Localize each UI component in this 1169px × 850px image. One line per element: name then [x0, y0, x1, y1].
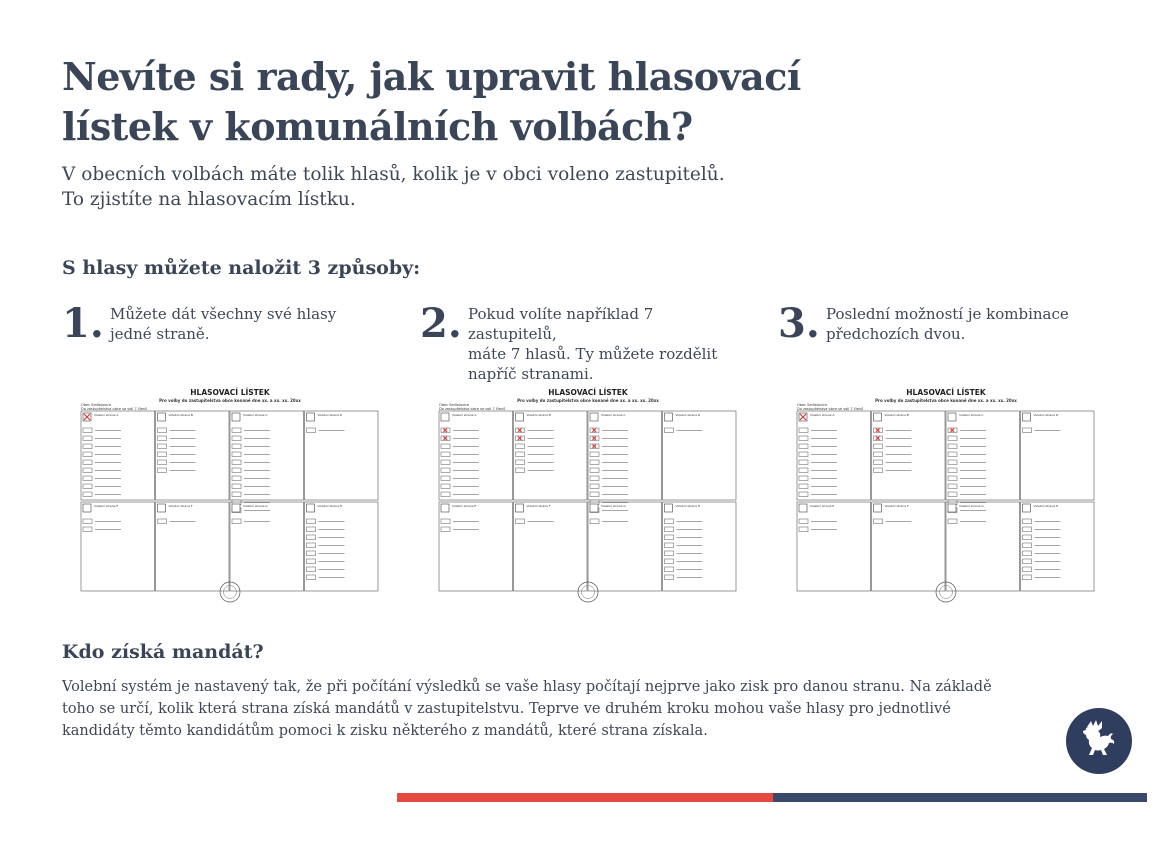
mandate-line-2: toho se určí, kolik která strana získá mandátů v zastupitelstvu. Teprve ve druhém kroku mohou vaše hlasy pro jednotlivé — [62, 701, 951, 717]
party-label: Volební strana E — [452, 504, 477, 508]
candidate-checkbox — [1023, 428, 1032, 433]
party-label: Volební strana G — [243, 504, 268, 508]
candidate-checkbox — [948, 484, 957, 489]
party-cell — [797, 502, 871, 591]
party-cell — [439, 502, 513, 591]
candidate-checkbox — [441, 492, 450, 497]
party-label: Volební strana B — [884, 413, 909, 417]
candidate-checkbox — [83, 428, 92, 433]
candidate-checkbox — [874, 519, 883, 524]
ballot-title: HLASOVACÍ LÍSTEK — [190, 388, 270, 397]
ballot-subtitle: Pro volby do zastupitelstva obce konané dne xx. a xx. xx. 20xx — [159, 398, 301, 403]
ballot-grid — [79, 384, 381, 606]
party-checkbox — [590, 504, 598, 512]
party-checkbox — [158, 504, 166, 512]
candidate-checkbox — [232, 492, 241, 497]
accent-bar-red — [397, 793, 773, 802]
candidate-checkbox — [948, 444, 957, 449]
party-cell — [305, 411, 379, 500]
party-label: Volební strana D — [675, 413, 701, 417]
candidate-checkbox — [665, 551, 674, 556]
party-checkbox — [441, 504, 449, 512]
candidate-checkbox — [516, 452, 525, 457]
candidate-checkbox — [441, 527, 450, 532]
party-checkbox — [948, 413, 956, 421]
party-checkbox — [516, 504, 524, 512]
candidate-checkbox — [590, 468, 599, 473]
party-cell — [872, 502, 946, 591]
party-label: Volební strana C — [601, 413, 626, 417]
candidate-checkbox — [1023, 543, 1032, 548]
candidate-checkbox — [948, 436, 957, 441]
candidate-checkbox — [441, 484, 450, 489]
ballot-example-3 — [795, 384, 1097, 606]
candidate-checkbox — [1023, 527, 1032, 532]
candidate-checkbox — [1023, 575, 1032, 580]
candidate-checkbox — [83, 460, 92, 465]
mandate-line-3: kandidáty těmto kandidátům pomoci k zisku některého z mandátů, které strana získala. — [62, 723, 708, 739]
mandate-text — [62, 676, 992, 742]
candidate-checkbox — [799, 428, 808, 433]
candidate-checkbox — [948, 476, 957, 481]
candidate-checkbox — [441, 468, 450, 473]
candidate-checkbox — [83, 444, 92, 449]
candidate-checkbox — [307, 559, 316, 564]
candidate-checkbox — [232, 460, 241, 465]
candidate-checkbox — [83, 468, 92, 473]
candidate-checkbox — [516, 444, 525, 449]
party-label: Volební strana C — [959, 413, 984, 417]
step-text-line: Pokud volíte například 7 zastupitelů, — [468, 305, 654, 343]
ballot-seat-count: Do zastupitelstva obce se volí 7 členů — [439, 407, 506, 411]
candidate-checkbox — [516, 468, 525, 473]
candidate-checkbox — [1023, 559, 1032, 564]
candidate-checkbox — [874, 460, 883, 465]
candidate-checkbox — [1023, 519, 1032, 524]
party-checkbox — [232, 504, 240, 512]
candidate-checkbox — [83, 492, 92, 497]
party-label: Volební strana F — [168, 504, 193, 508]
candidate-checkbox — [665, 428, 674, 433]
candidate-checkbox — [158, 436, 167, 441]
candidate-checkbox — [307, 527, 316, 532]
accent-bar-blue — [773, 793, 1147, 802]
candidate-checkbox — [1023, 551, 1032, 556]
step-text-line: předchozích dvou. — [826, 325, 966, 343]
party-label: Volební strana G — [601, 504, 626, 508]
candidate-checkbox — [590, 492, 599, 497]
candidate-checkbox — [158, 468, 167, 473]
candidate-checkbox — [441, 519, 450, 524]
candidate-checkbox — [590, 452, 599, 457]
candidate-checkbox — [441, 476, 450, 481]
party-checkbox — [799, 504, 807, 512]
step-text — [826, 304, 1086, 344]
party-label: Volební strana H — [675, 504, 701, 508]
party-checkbox — [1023, 504, 1031, 512]
ballot-subtitle: Pro volby do zastupitelstva obce konané dne xx. a xx. xx. 20xx — [517, 398, 659, 403]
party-label: Volební strana F — [526, 504, 551, 508]
candidate-checkbox — [232, 428, 241, 433]
intro-text — [62, 162, 862, 212]
ballot-grid — [795, 384, 1097, 606]
party-label: Volební strana C — [243, 413, 268, 417]
candidate-checkbox — [441, 452, 450, 457]
candidate-checkbox — [232, 444, 241, 449]
candidate-checkbox — [799, 460, 808, 465]
candidate-checkbox — [948, 519, 957, 524]
party-cell — [946, 502, 1020, 591]
party-cell — [588, 502, 662, 591]
candidate-checkbox — [307, 575, 316, 580]
candidate-checkbox — [158, 428, 167, 433]
party-checkbox — [441, 413, 449, 421]
party-label: Volební strana H — [317, 504, 343, 508]
candidate-checkbox — [874, 452, 883, 457]
party-cell — [81, 502, 155, 591]
candidate-checkbox — [665, 575, 674, 580]
candidate-checkbox — [83, 527, 92, 532]
candidate-checkbox — [307, 519, 316, 524]
candidate-checkbox — [948, 452, 957, 457]
step-number: 2. — [420, 300, 462, 347]
ballot-example-2 — [437, 384, 739, 606]
step-text-line: napříč stranami. — [468, 365, 594, 383]
party-checkbox — [1023, 413, 1031, 421]
candidate-checkbox — [799, 519, 808, 524]
candidate-checkbox — [948, 492, 957, 497]
party-label: Volební strana D — [1033, 413, 1059, 417]
candidate-checkbox — [307, 428, 316, 433]
party-label: Volební strana B — [168, 413, 193, 417]
candidate-checkbox — [232, 484, 241, 489]
candidate-checkbox — [158, 460, 167, 465]
candidate-checkbox — [83, 476, 92, 481]
candidate-checkbox — [232, 519, 241, 524]
candidate-checkbox — [516, 519, 525, 524]
candidate-checkbox — [232, 468, 241, 473]
party-cell — [230, 502, 304, 591]
page-title-line-2: lístek v komunálních volbách? — [62, 104, 693, 149]
party-checkbox — [307, 504, 315, 512]
candidate-checkbox — [232, 436, 241, 441]
ballot-municipality: Obec Sedlejovice — [81, 403, 112, 407]
party-checkbox — [948, 504, 956, 512]
candidate-checkbox — [799, 452, 808, 457]
candidate-checkbox — [83, 519, 92, 524]
candidate-checkbox — [665, 559, 674, 564]
party-label: Volební strana E — [94, 504, 119, 508]
step-text-line: máte 7 hlasů. Ty můžete rozdělit — [468, 345, 718, 363]
candidate-checkbox — [874, 444, 883, 449]
party-checkbox — [516, 413, 524, 421]
candidate-checkbox — [799, 484, 808, 489]
page-title — [62, 52, 822, 152]
candidate-checkbox — [441, 460, 450, 465]
candidate-checkbox — [307, 535, 316, 540]
step-text-line: jedné straně. — [110, 325, 210, 343]
candidate-checkbox — [232, 476, 241, 481]
candidate-checkbox — [799, 492, 808, 497]
candidate-checkbox — [665, 567, 674, 572]
ballot-municipality: Obec Sedlejovice — [439, 403, 470, 407]
candidate-checkbox — [948, 460, 957, 465]
candidate-checkbox — [799, 468, 808, 473]
candidate-checkbox — [83, 484, 92, 489]
intro-line-2: To zjistíte na hlasovacím lístku. — [62, 189, 356, 210]
candidate-checkbox — [590, 519, 599, 524]
party-checkbox — [665, 413, 673, 421]
step-number: 1. — [62, 300, 104, 347]
candidate-checkbox — [83, 452, 92, 457]
party-checkbox — [232, 413, 240, 421]
candidate-checkbox — [874, 468, 883, 473]
candidate-checkbox — [665, 543, 674, 548]
candidate-checkbox — [799, 444, 808, 449]
party-cell — [1021, 411, 1095, 500]
candidate-checkbox — [799, 436, 808, 441]
ballot-seat-count: Do zastupitelstva obce se volí 7 členů — [797, 407, 864, 411]
step-text-line: Poslední možností je kombinace — [826, 305, 1069, 323]
party-checkbox — [874, 413, 882, 421]
party-label: Volební strana B — [526, 413, 551, 417]
ballot-title: HLASOVACÍ LÍSTEK — [548, 388, 628, 397]
candidate-checkbox — [158, 452, 167, 457]
candidate-checkbox — [1023, 535, 1032, 540]
ballot-example-1 — [79, 384, 381, 606]
candidate-checkbox — [665, 527, 674, 532]
party-checkbox — [307, 413, 315, 421]
party-label: Volební strana E — [810, 504, 835, 508]
party-checkbox — [590, 413, 598, 421]
candidate-checkbox — [232, 452, 241, 457]
party-cell — [514, 502, 588, 591]
candidate-checkbox — [158, 444, 167, 449]
candidate-checkbox — [799, 476, 808, 481]
ballot-seat-count: Do zastupitelstva obce se volí 7 členů — [81, 407, 148, 411]
party-label: Volební strana D — [317, 413, 343, 417]
step-text — [110, 304, 370, 344]
party-label: Volební strana A — [94, 413, 119, 417]
candidate-checkbox — [307, 551, 316, 556]
candidate-checkbox — [441, 444, 450, 449]
ways-heading: S hlasy můžete naložit 3 způsoby: — [62, 257, 421, 279]
party-label: Volební strana F — [884, 504, 909, 508]
candidate-checkbox — [158, 519, 167, 524]
party-cell — [156, 502, 230, 591]
intro-line-1: V obecních volbách máte tolik hlasů, kolik je v obci voleno zastupitelů. — [62, 164, 725, 185]
party-label: Volební strana H — [1033, 504, 1059, 508]
step-text — [468, 304, 728, 384]
candidate-checkbox — [590, 484, 599, 489]
candidate-checkbox — [516, 460, 525, 465]
party-checkbox — [158, 413, 166, 421]
ballot-municipality: Obec Sedlejovice — [797, 403, 828, 407]
candidate-checkbox — [1023, 567, 1032, 572]
candidate-checkbox — [307, 567, 316, 572]
party-checkbox — [665, 504, 673, 512]
candidate-checkbox — [665, 535, 674, 540]
lion-emblem-icon — [1065, 707, 1133, 775]
candidate-checkbox — [590, 460, 599, 465]
party-label: Volební strana A — [452, 413, 477, 417]
party-cell — [663, 411, 737, 500]
page-title-line-1: Nevíte si rady, jak upravit hlasovací — [62, 54, 801, 99]
candidate-checkbox — [948, 468, 957, 473]
candidate-checkbox — [590, 476, 599, 481]
candidate-checkbox — [83, 436, 92, 441]
ballot-grid — [437, 384, 739, 606]
party-label: Volební strana A — [810, 413, 835, 417]
ballot-title: HLASOVACÍ LÍSTEK — [906, 388, 986, 397]
party-checkbox — [83, 504, 91, 512]
step-text-line: Můžete dát všechny své hlasy — [110, 305, 337, 323]
candidate-checkbox — [799, 527, 808, 532]
candidate-checkbox — [307, 543, 316, 548]
mandate-heading: Kdo získá mandát? — [62, 641, 264, 663]
party-checkbox — [874, 504, 882, 512]
candidate-checkbox — [665, 519, 674, 524]
party-label: Volební strana G — [959, 504, 984, 508]
mandate-line-1: Volební systém je nastavený tak, že při počítání výsledků se vaše hlasy počítají nejprve jako zisk pro danou stranu. Na základě — [62, 679, 992, 695]
ballot-subtitle: Pro volby do zastupitelstva obce konané dne xx. a xx. xx. 20xx — [875, 398, 1017, 403]
step-number: 3. — [778, 300, 820, 347]
